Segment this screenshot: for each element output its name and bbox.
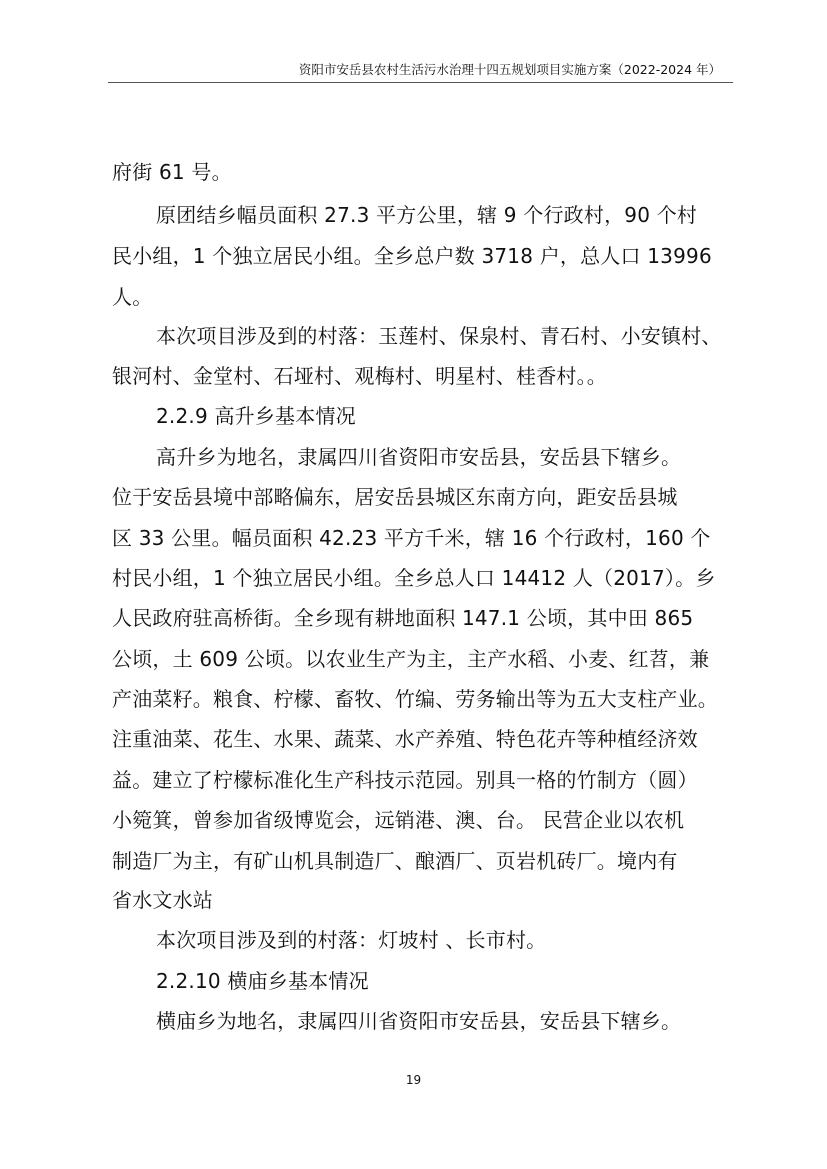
body-line: 位于安岳县境中部略偏东，居安岳县城区东南方向，距安岳县城 bbox=[112, 485, 678, 509]
body-line: 村民小组，1 个独立居民小组。全乡总人口 14412 人（2017）。乡 bbox=[112, 566, 716, 590]
body-line: 银河村、金堂村、石垭村、观梅村、明星村、桂香村。。 bbox=[112, 364, 607, 388]
body-line: 民小组，1 个独立居民小组。全乡总户数 3718 户，总人口 13996 bbox=[112, 244, 712, 268]
body-line: 府街 61 号。 bbox=[112, 160, 232, 184]
section-heading: 2.2.10 横庙乡基本情况 bbox=[156, 969, 369, 993]
section-heading: 2.2.9 高升乡基本情况 bbox=[156, 404, 356, 428]
body-line: 区 33 公里。幅员面积 42.23 平方千米，辖 16 个行政村，160 个 bbox=[112, 526, 711, 550]
header-rule bbox=[108, 82, 733, 83]
body-line: 益。建立了柠檬标准化生产科技示范园。别具一格的竹制方（圆） bbox=[112, 768, 698, 792]
body-line: 本次项目涉及到的村落：玉莲村、保泉村、青石村、小安镇村、 bbox=[156, 324, 722, 348]
body-line: 产油菜籽。粮食、柠檬、畜牧、竹编、劳务输出等为五大支柱产业。 bbox=[112, 687, 718, 711]
running-header: 资阳市安岳县农村生活污水治理十四五规划项目实施方案（2022-2024 年） bbox=[298, 62, 721, 77]
page-number: 19 bbox=[405, 1073, 422, 1087]
body-line: 本次项目涉及到的村落：灯坡村 、长市村。 bbox=[156, 928, 547, 952]
body-line: 横庙乡为地名，隶属四川省资阳市安岳县，安岳县下辖乡。 bbox=[156, 1009, 682, 1033]
body-line: 人民政府驻高桥街。全乡现有耕地面积 147.1 公顷，其中田 865 bbox=[112, 606, 694, 630]
body-line: 省水文水站 bbox=[112, 888, 213, 912]
body-line: 原团结乡幅员面积 27.3 平方公里，辖 9 个行政村，90 个村 bbox=[156, 203, 698, 227]
body-line: 高升乡为地名，隶属四川省资阳市安岳县，安岳县下辖乡。 bbox=[156, 445, 682, 469]
body-line: 公顷，土 609 公顷。以农业生产为主，主产水稻、小麦、红苕，兼 bbox=[112, 647, 710, 671]
body-line: 人。 bbox=[112, 285, 153, 309]
body-line: 小箢箕，曾参加省级博览会，远销港、澳、台。 民营企业以农机 bbox=[112, 808, 685, 832]
body-line: 制造厂为主，有矿山机具制造厂、酿酒厂、页岩机砖厂。境内有 bbox=[112, 849, 678, 873]
body-line: 注重油菜、花生、水果、蔬菜、水产养殖、特色花卉等种植经济效 bbox=[112, 727, 698, 751]
